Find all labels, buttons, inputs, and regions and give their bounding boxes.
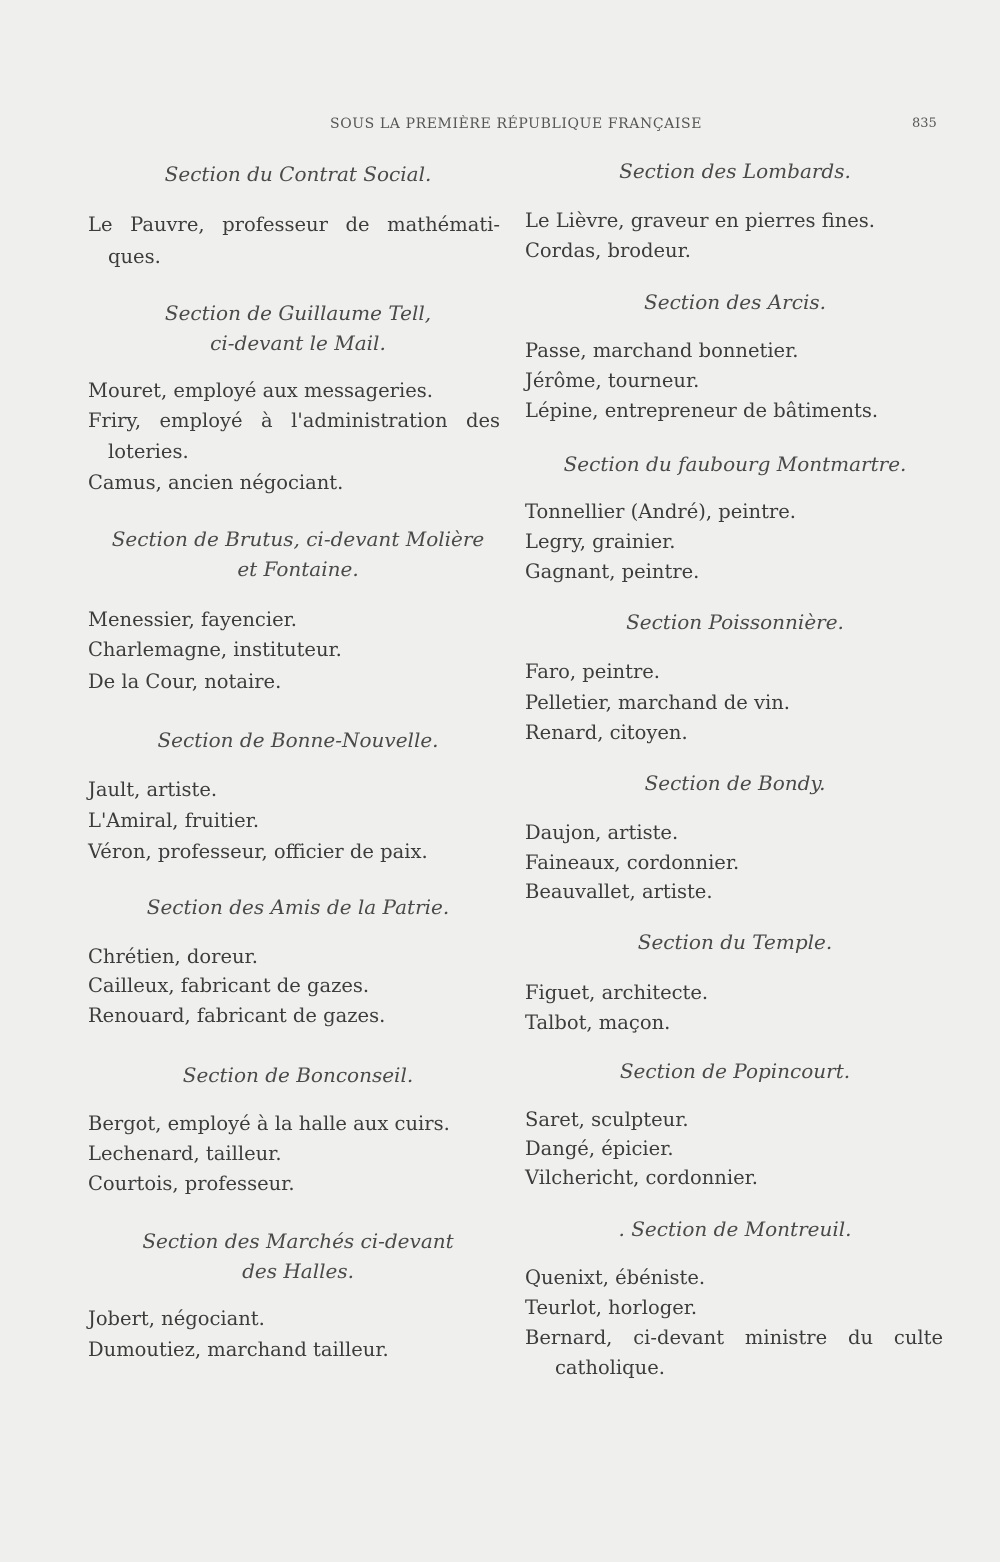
list-item: Pelletier, marchand de vin. (525, 691, 791, 714)
section-heading: Section du Temple. (637, 930, 833, 954)
list-item: Bernard, ci-devant ministre du culte (525, 1326, 943, 1349)
section-heading: Section de Bonconseil. (182, 1063, 414, 1087)
list-item: Jault, artiste. (88, 778, 218, 801)
list-item: Lechenard, tailleur. (88, 1142, 282, 1165)
list-item: Mouret, employé aux messageries. (88, 379, 433, 402)
list-item: Gagnant, peintre. (525, 560, 700, 583)
list-item: Legry, grainier. (525, 530, 676, 553)
list-item: Daujon, artiste. (525, 821, 679, 844)
list-item: Le Pauvre, professeur de mathémati- (88, 213, 500, 236)
section-heading: Section de Bonne-Nouvelle. (157, 728, 439, 752)
page-number: 835 (912, 116, 937, 131)
section-heading: Section Poissonnière. (626, 610, 844, 634)
list-item: Figuet, architecte. (525, 981, 709, 1004)
section-heading: des Halles. (242, 1259, 354, 1283)
list-item: L'Amiral, fruitier. (88, 809, 260, 832)
list-item: Cailleux, fabricant de gazes. (88, 974, 370, 997)
list-item: Teurlot, horloger. (525, 1296, 698, 1319)
list-item: Camus, ancien négociant. (88, 471, 344, 494)
list-item: Saret, sculpteur. (525, 1108, 689, 1131)
list-item: Courtois, professeur. (88, 1172, 295, 1195)
list-item: Vilchericht, cordonnier. (525, 1166, 758, 1189)
section-heading: Section des Amis de la Patrie. (146, 895, 450, 919)
list-item: catholique. (555, 1356, 665, 1379)
list-item: Lépine, entrepreneur de bâtiments. (525, 399, 879, 422)
list-item: Renouard, fabricant de gazes. (88, 1004, 386, 1027)
section-heading: Section du faubourg Montmartre. (563, 452, 907, 476)
section-heading: ci-devant le Mail. (210, 331, 386, 355)
section-heading: Section des Arcis. (644, 290, 826, 314)
list-item: Faro, peintre. (525, 660, 661, 683)
section-heading: Section de Bondy. (644, 771, 826, 795)
list-item: ques. (108, 245, 161, 268)
section-heading: Section de Brutus, ci-devant Molière (111, 527, 485, 551)
list-item: Dangé, épicier. (525, 1137, 674, 1160)
section-heading: et Fontaine. (237, 557, 359, 581)
list-item: De la Cour, notaire. (88, 670, 282, 693)
list-item: Chrétien, doreur. (88, 945, 258, 968)
section-heading: . Section de Montreuil. (618, 1217, 852, 1241)
list-item: Charlemagne, instituteur. (88, 638, 342, 661)
running-title: SOUS LA PREMIÈRE RÉPUBLIQUE FRANÇAISE (330, 116, 703, 132)
list-item: Renard, citoyen. (525, 721, 688, 744)
list-item: Menessier, fayencier. (88, 608, 298, 631)
list-item: Jérôme, tourneur. (525, 369, 700, 392)
list-item: Tonnellier (André), peintre. (525, 500, 796, 523)
list-item: Passe, marchand bonnetier. (525, 339, 799, 362)
section-heading: Section de Popincourt. (619, 1059, 851, 1083)
list-item: Véron, professeur, officier de paix. (88, 840, 428, 863)
list-item: Faineaux, cordonnier. (525, 851, 740, 874)
list-item: Le Lièvre, graveur en pierres fines. (525, 209, 876, 232)
list-item: Quenixt, ébéniste. (525, 1266, 706, 1289)
list-item: Cordas, brodeur. (525, 239, 691, 262)
list-item: Beauvallet, artiste. (525, 880, 713, 903)
list-item: Friry, employé à l'administration des (88, 409, 500, 432)
section-heading: Section de Guillaume Tell, (164, 301, 432, 325)
running-head (0, 116, 1000, 136)
list-item: Jobert, négociant. (88, 1307, 265, 1330)
section-heading: Section des Lombards. (619, 159, 851, 183)
list-item: Bergot, employé à la halle aux cuirs. (88, 1112, 450, 1135)
section-heading: Section des Marchés ci-devant (142, 1229, 454, 1253)
list-item: Dumoutiez, marchand tailleur. (88, 1338, 389, 1361)
list-item: Talbot, maçon. (525, 1011, 671, 1034)
section-heading: Section du Contrat Social. (164, 162, 432, 186)
list-item: loteries. (108, 440, 189, 463)
